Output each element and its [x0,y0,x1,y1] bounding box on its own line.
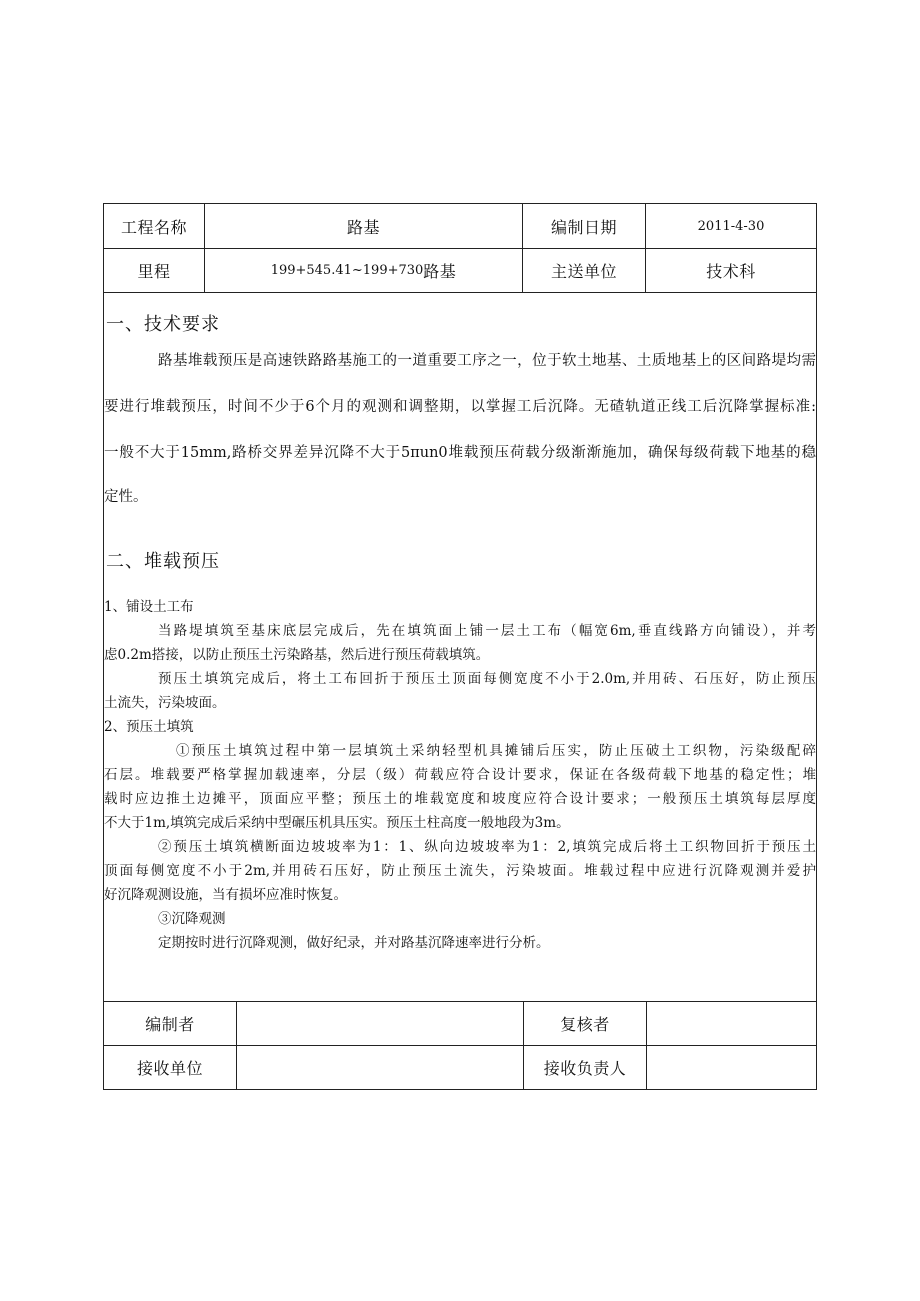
dept-value: 技术科 [706,261,756,281]
item1-line-3: 载时应边推土边摊平，顶面应平整；预压土的堆载宽度和坡度应符合设计要求；一般预压土填筑每层厚度 [104,791,816,807]
project-label-cell [104,204,205,248]
section1-line-1: 路基堆载预压是高速铁路路基施工的一道重要工序之一，位于软土地基、土质地基上的区间路堤均需 [158,353,816,369]
mileage-value: 199+545.41~199+730 [270,262,424,278]
date-label-cell [523,204,646,248]
item2-line-1: ②预压土填筑横断面边坡坡率为1：1、纵向边坡坡率为1：2,填筑完成后将土工织物回折于预压土 [158,839,816,855]
receiver-unit-label: 接收单位 [136,1058,203,1078]
sub1-p1-line-2: 虑0.2m搭接，以防止预压土污染路基，然后进行预压荷载填筑。 [104,647,490,663]
project-value: 路基 [346,217,380,237]
date-value-cell [646,204,816,248]
footer-row-receiver [104,1045,816,1089]
project-label: 工程名称 [120,217,187,237]
date-value: 2011-4-30 [697,218,765,234]
section2-title: 二、堆载预压 [106,551,220,572]
section1-title: 一、技术要求 [106,314,220,335]
item2-line-2: 顶面每侧宽度不小于2m,并用砖石压好，防止预压土流失，污染坡面。堆载过程中应进行沉降观测并爱护 [104,863,816,879]
mileage-suffix: 路基 [423,261,457,281]
sub1-p2-line-1: 预压土填筑完成后，将土工布回折于预压土顶面每侧宽度不小于2.0m,并用砖、石压好，防止预压 [158,671,816,687]
author-value-cell[interactable] [237,1001,524,1045]
reviewer-label: 复核者 [560,1014,610,1034]
sub1-p2-line-2: 土流失，污染坡面。 [104,695,226,711]
sub2-title: 2、预压土填筑 [104,719,194,735]
item1-line-2: 石层。堆载要严格掌握加载速率，分层（级）荷载应符合设计要求，保证在各级荷载下地基的稳定性；堆 [104,767,816,783]
project-value-cell [205,204,523,248]
header-row-mileage [104,248,816,293]
mileage-label: 里程 [137,261,171,281]
handover-form [103,203,817,1090]
receiver-person-value-cell[interactable] [647,1045,816,1089]
dept-label: 主送单位 [550,261,617,281]
item3-text: 定期按时进行沉降观测，做好纪录，并对路基沉降速率进行分析。 [158,935,550,951]
reviewer-label-cell [524,1001,647,1045]
mileage-label-cell [104,248,205,292]
section1-line-4: 定性。 [104,489,148,505]
item2-line-3: 好沉降观测设施，当有损坏应准时恢复。 [104,887,347,903]
receiver-person-label-cell [524,1045,647,1089]
section1-line-2: 要进行堆载预压，时间不少于6个月的观测和调整期，以掌握工后沉降。无碴轨道正线工后沉降掌握标准: [104,399,816,415]
section1-line-3: 一般不大于15mm,路桥交界差异沉降不大于5πun0堆载预压荷载分级渐渐施加，确保每级荷载下地基的稳 [104,445,816,461]
author-label: 编制者 [145,1014,195,1034]
content-area [104,292,816,1002]
sub1-title: 1、铺设土工布 [104,599,194,615]
header-row-project [104,204,816,249]
receiver-person-label: 接收负责人 [543,1058,627,1078]
item3-title: ③沉降观测 [158,911,226,927]
item1-line-1: ①预压土填筑过程中第一层填筑土采纳轻型机具摊铺后压实，防止压破土工织物，污染级配碎 [176,743,816,759]
footer-row-author [104,1001,816,1046]
receiver-unit-label-cell [104,1045,237,1089]
date-label: 编制日期 [550,217,617,237]
dept-value-cell [646,248,816,292]
author-label-cell [104,1001,237,1045]
receiver-unit-value-cell[interactable] [237,1045,524,1089]
mileage-value-cell [205,248,523,292]
dept-label-cell [523,248,646,292]
item1-line-4: 不大于1m,填筑完成后采纳中型碾压机具压实。预压土柱高度一般地段为3m。 [104,815,570,831]
reviewer-value-cell[interactable] [647,1001,816,1045]
sub1-p1-line-1: 当路堤填筑至基床底层完成后，先在填筑面上铺一层土工布（幅宽6m,垂直线路方向铺设），并考 [158,623,816,639]
